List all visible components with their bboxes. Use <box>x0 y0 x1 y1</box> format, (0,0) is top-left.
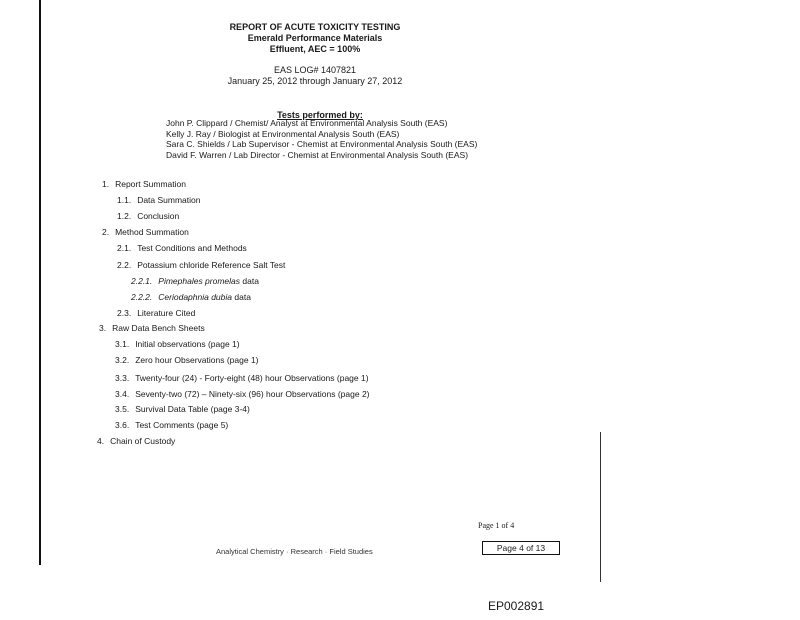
toc-item: 2.2. Potassium chloride Reference Salt Test <box>117 260 286 270</box>
toc-item: 3.3. Twenty-four (24) - Forty-eight (48) hour Observations (page 1) <box>115 373 369 383</box>
report-title: REPORT OF ACUTE TOXICITY TESTING <box>229 22 401 32</box>
effluent-line: Effluent, AEC = 100% <box>269 44 361 54</box>
report-header <box>0 22 630 55</box>
toc-item: 3.5. Survival Data Table (page 3-4) <box>115 404 250 414</box>
toc-item: 1.1. Data Summation <box>117 195 201 205</box>
company-name: Emerald Performance Materials <box>247 33 383 43</box>
page-number-box: Page 4 of 13 <box>482 541 560 555</box>
toc-item: 4. Chain of Custody <box>97 436 176 446</box>
toc-item: 3.6. Test Comments (page 5) <box>115 420 229 430</box>
person-line: John P. Clippard / Chemist/ Analyst at Environmental Analysis South (EAS) <box>166 118 448 128</box>
personnel-list <box>166 118 477 160</box>
toc-item: 1.2. Conclusion <box>117 211 180 221</box>
bates-number: EP002891 <box>488 599 545 613</box>
toc-item: 3.4. Seventy-two (72) – Ninety-six (96) hour Observations (page 2) <box>115 389 370 399</box>
page-indicator: Page 1 of 4 <box>478 521 515 530</box>
toc-item: 2.2.2. Ceriodaphnia dubia data <box>131 292 251 302</box>
person-line: David F. Warren / Lab Director - Chemist at Environmental Analysis South (EAS) <box>166 149 469 160</box>
person-line: Sara C. Shields / Lab Supervisor - Chemist at Environmental Analysis South (EAS) <box>166 139 478 149</box>
test-dates: January 25, 2012 through January 27, 2012 <box>227 76 403 86</box>
services-footer: Analytical Chemistry · Research · Field Studies <box>216 547 373 556</box>
scan-right-edge <box>600 432 601 582</box>
log-number: EAS LOG# 1407821 <box>273 65 357 75</box>
person-line: Kelly J. Ray / Biologist at Environmental Analysis South (EAS) <box>166 128 400 139</box>
tests-performed-heading: Tests performed by: <box>277 110 363 120</box>
toc-item: 3.2. Zero hour Observations (page 1) <box>115 355 259 365</box>
toc-item: 2. Method Summation <box>102 227 189 237</box>
toc-item: 3.1. Initial observations (page 1) <box>115 339 240 349</box>
toc-item: 2.1. Test Conditions and Methods <box>117 243 247 253</box>
toc-item: 2.3. Literature Cited <box>117 308 196 318</box>
toc-item: 3. Raw Data Bench Sheets <box>99 323 205 333</box>
log-block <box>0 65 630 87</box>
toc-item: 1. Report Summation <box>102 179 186 189</box>
toc-item: 2.2.1. Pimephales promelas data <box>131 276 259 286</box>
